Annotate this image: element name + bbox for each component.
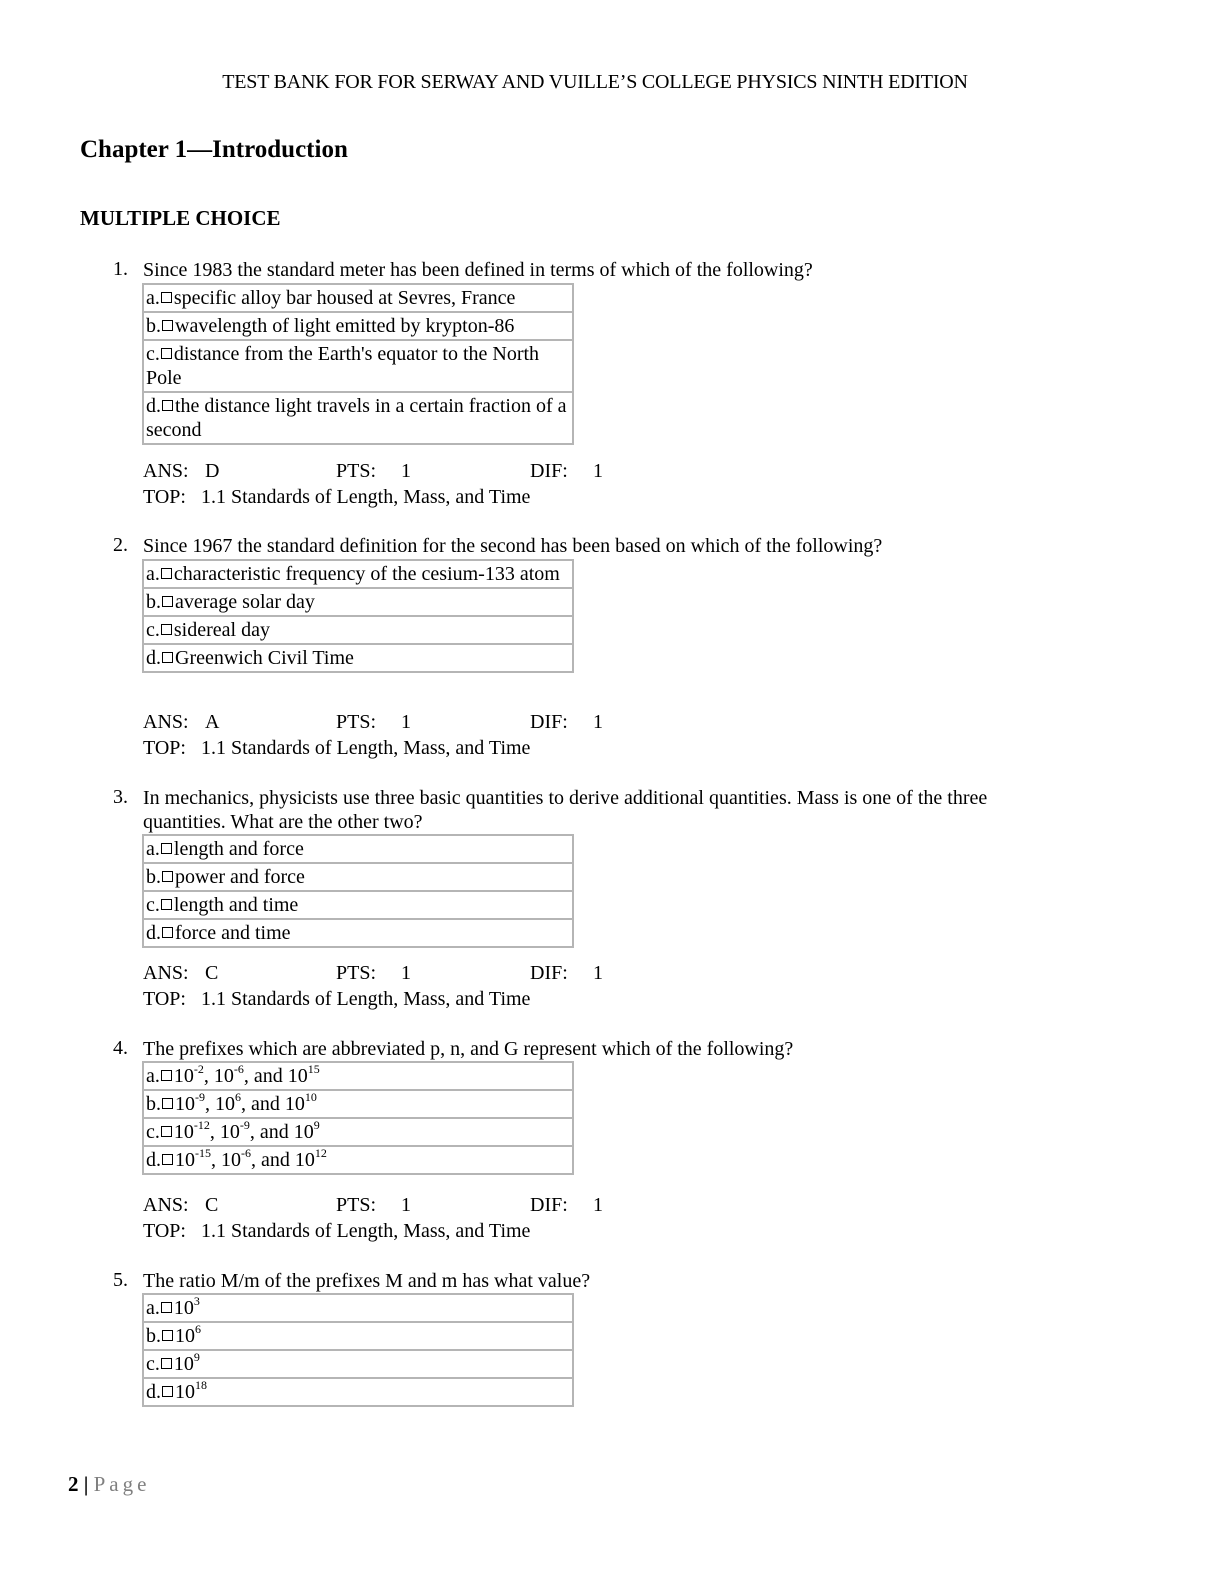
exponent: 9 [193,1350,200,1364]
checkbox-icon [161,568,172,579]
power-base: , and 10 [241,1093,305,1115]
top-label: TOP: [143,486,186,508]
page-number: 2 [68,1472,79,1496]
choice-letter: c. [146,619,160,641]
power-base: , and 10 [251,1149,315,1171]
ans-value: C [205,962,219,984]
pts-label: PTS: [336,460,377,482]
choice-letter: d. [146,395,161,417]
choice-text: specific alloy bar housed at Sevres, France [173,287,516,309]
pts-value: 1 [401,1194,411,1216]
top-value: 1.1 Standards of Length, Mass, and Time [201,486,531,508]
checkbox-icon [161,1358,172,1369]
choice-text: force and time [175,922,291,944]
choice-letter: b. [146,591,161,613]
pts-label: PTS: [336,962,377,984]
choice-text: length and time [173,894,299,916]
checkbox-icon [162,1154,173,1165]
exponent: -9 [239,1118,250,1132]
exponent: 12 [314,1146,327,1160]
checkbox-icon [162,652,173,663]
checkbox-icon [162,596,173,607]
top-label: TOP: [143,988,186,1010]
power-base: , 10 [211,1149,241,1171]
choice-b [144,1323,572,1351]
chapter-title: Chapter 1—Introduction [80,136,348,163]
checkbox-icon [162,320,173,331]
question-number: 2. [113,534,128,556]
answer-meta [143,709,743,761]
power-base: , 10 [209,1121,240,1143]
checkbox-icon [162,1386,173,1397]
choice-letter: b. [146,1093,161,1115]
choice-table [142,834,574,948]
choice-letter: a. [146,838,160,860]
checkbox-icon [161,1126,172,1137]
choice-text: average solar day [175,591,315,613]
choice-a [144,285,572,313]
top-value: 1.1 Standards of Length, Mass, and Time [201,737,531,759]
question-text: In mechanics, physicists use three basic quantities to derive additional quantities. Mass is one of the three quantities. What are the other two? [143,787,988,833]
choice-letter: d. [146,647,161,669]
question-number: 4. [113,1037,128,1059]
choice-letter: a. [146,287,160,309]
choice-letter: a. [146,563,160,585]
dif-value: 1 [593,711,603,733]
question-number: 1. [113,258,128,280]
top-label: TOP: [143,737,186,759]
top-value: 1.1 Standards of Length, Mass, and Time [201,988,531,1010]
exponent: -6 [233,1062,244,1076]
ans-label: ANS: [143,460,189,482]
choice-text: distance from the Earth's equator to the North Pole [146,343,540,389]
checkbox-icon [161,348,172,359]
dif-label: DIF: [530,1194,568,1216]
choice-text: Greenwich Civil Time [175,647,354,669]
checkbox-icon [162,1098,173,1109]
dif-value: 1 [593,1194,603,1216]
exponent: 18 [195,1378,207,1392]
choice-c [144,341,572,393]
choice-letter: a. [146,1297,160,1319]
power-base: , and 10 [243,1065,308,1087]
dif-label: DIF: [530,460,568,482]
pts-value: 1 [401,460,411,482]
checkbox-icon [161,1302,172,1313]
choice-b [144,1091,572,1119]
top-label: TOP: [143,1220,186,1242]
choice-letter: b. [146,866,161,888]
choice-text: length and force [173,838,304,860]
checkbox-icon [161,899,172,910]
ans-label: ANS: [143,711,189,733]
question-number: 3. [113,786,128,808]
exponent: 10 [304,1090,317,1104]
question-text: Since 1983 the standard meter has been defined in terms of which of the following? [143,259,813,281]
question-text: The ratio M/m of the prefixes M and m has what value? [143,1270,591,1292]
choice-letter: d. [146,1149,161,1171]
exponent: 15 [307,1062,320,1076]
power-base: , 10 [205,1093,235,1115]
exponent: 6 [195,1322,201,1336]
choice-a [144,1295,572,1323]
choice-c [144,892,572,920]
choice-text: the distance light travels in a certain fraction of a second [146,395,567,441]
choice-table [142,283,574,445]
power-base: 10 [175,1149,195,1171]
choice-d [144,645,572,671]
ans-label: ANS: [143,962,189,984]
choice-letter: b. [146,1325,161,1347]
exponent: 6 [235,1090,241,1104]
checkbox-icon [161,292,172,303]
power-base: 10 [173,1353,194,1375]
choice-letter: b. [146,315,161,337]
checkbox-icon [161,624,172,635]
question-text: Since 1967 the standard definition for the second has been based on which of the following? [143,535,883,557]
dif-label: DIF: [530,962,568,984]
checkbox-icon [161,1070,172,1081]
choice-a [144,1063,572,1091]
choice-table [142,1293,574,1407]
answer-meta [143,458,743,510]
power-base: 10 [175,1325,195,1347]
answer-meta [143,960,743,1012]
choice-letter: a. [146,1065,160,1087]
choice-c [144,1351,572,1379]
section-title: MULTIPLE CHOICE [80,206,281,230]
choice-text: power and force [175,866,305,888]
choice-text: sidereal day [173,619,270,641]
question-number: 5. [113,1269,128,1291]
question-text: The prefixes which are abbreviated p, n, and G represent which of the following? [143,1038,794,1060]
ans-label: ANS: [143,1194,189,1216]
pts-value: 1 [401,962,411,984]
answer-meta [143,1192,743,1244]
document-header: TEST BANK FOR FOR SERWAY AND VUILLE’S COLLEGE PHYSICS NINTH EDITION [222,71,968,93]
choice-d [144,1379,572,1405]
choice-d [144,1147,572,1173]
power-base: 10 [175,1381,195,1403]
dif-value: 1 [593,962,603,984]
choice-text: characteristic frequency of the cesium-133 atom [173,563,560,585]
power-base: 10 [175,1093,195,1115]
pts-label: PTS: [336,711,377,733]
page-footer [68,1472,150,1497]
choice-a [144,836,572,864]
choice-letter: c. [146,343,160,365]
dif-label: DIF: [530,711,568,733]
choice-table [142,559,574,673]
top-value: 1.1 Standards of Length, Mass, and Time [201,1220,531,1242]
power-base: 10 [173,1121,194,1143]
choice-letter: d. [146,1381,161,1403]
power-base: , and 10 [249,1121,314,1143]
choice-c [144,617,572,645]
checkbox-icon [162,400,173,411]
ans-value: A [205,711,220,733]
pts-value: 1 [401,711,411,733]
checkbox-icon [162,927,173,938]
choice-c [144,1119,572,1147]
choice-d [144,393,572,443]
choice-letter: c. [146,894,160,916]
exponent: 9 [313,1118,320,1132]
choice-b [144,589,572,617]
choice-b [144,864,572,892]
exponent: -12 [193,1118,210,1132]
page-label: Page [93,1472,151,1496]
choice-letter: c. [146,1121,160,1143]
choice-letter: c. [146,1353,160,1375]
ans-value: C [205,1194,219,1216]
ans-value: D [205,460,220,482]
checkbox-icon [162,1330,173,1341]
choice-d [144,920,572,946]
exponent: -2 [193,1062,204,1076]
choice-letter: d. [146,922,161,944]
dif-value: 1 [593,460,603,482]
power-base: 10 [173,1065,194,1087]
choice-table [142,1061,574,1175]
choice-text: wavelength of light emitted by krypton-86 [175,315,515,337]
checkbox-icon [161,843,172,854]
checkbox-icon [162,871,173,882]
choice-a [144,561,572,589]
exponent: -9 [195,1090,205,1104]
choice-b [144,313,572,341]
power-base: , 10 [203,1065,234,1087]
power-base: 10 [173,1297,194,1319]
exponent: -6 [241,1146,251,1160]
exponent: -15 [195,1146,211,1160]
footer-separator: | [83,1472,89,1496]
exponent: 3 [193,1294,200,1308]
pts-label: PTS: [336,1194,377,1216]
